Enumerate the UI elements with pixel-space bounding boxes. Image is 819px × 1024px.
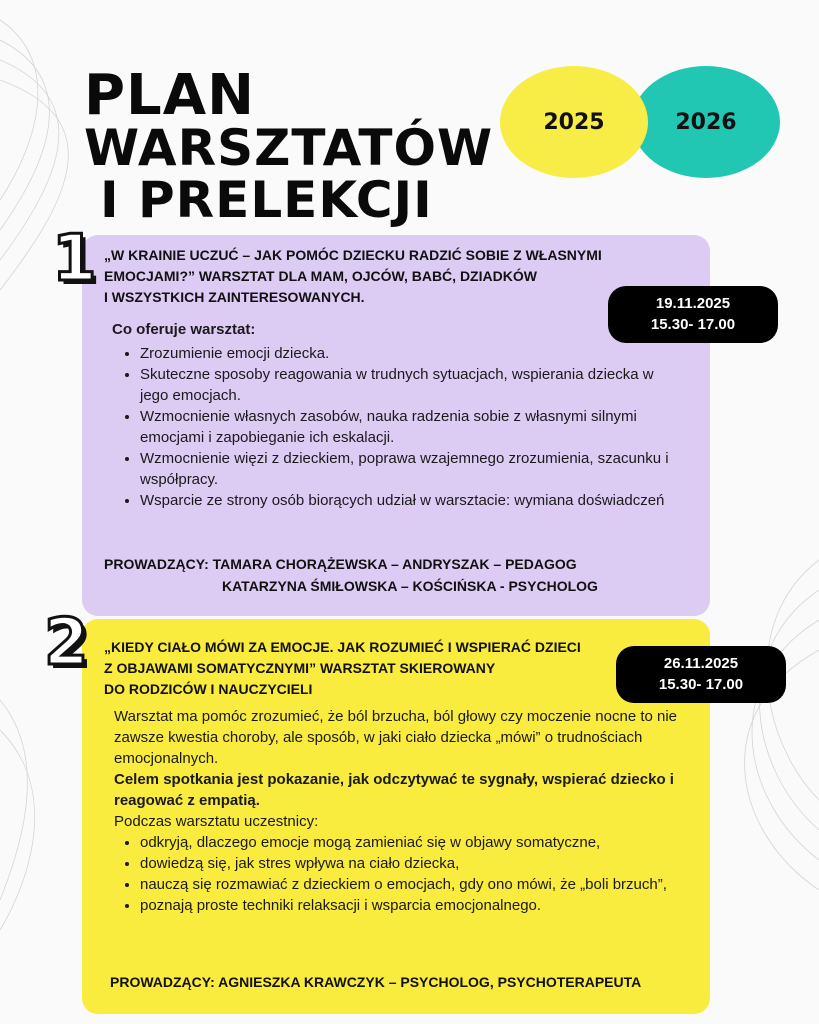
workshop-1-number: 1 bbox=[52, 222, 97, 296]
year-2026-label: 2026 bbox=[675, 109, 737, 135]
workshop-1-leaders-line-1: PROWADZĄCY: TAMARA CHORĄŻEWSKA – ANDRYSZAK – PEDAGOG bbox=[104, 556, 577, 572]
title-line-3: I PRELEKCJI bbox=[100, 171, 433, 229]
year-2025-label: 2025 bbox=[543, 109, 605, 135]
year-badge-2025 bbox=[500, 66, 648, 178]
list-item: • Wzmocnienie więzi z dzieckiem, poprawa wzajemnego zrozumienia, szacunku i współpracy. bbox=[140, 448, 674, 490]
workshop-1-benefits-list bbox=[104, 343, 674, 511]
workshop-2-date-badge bbox=[616, 646, 786, 703]
page-title bbox=[84, 63, 494, 229]
workshop-1-date: 19.11.2025 bbox=[655, 295, 731, 312]
workshop-1-time: 15.30- 17.00 bbox=[650, 316, 736, 333]
workshop-2-leaders: PROWADZĄCY: AGNIESZKA KRAWCZYK – PSYCHOLOG, PSYCHOTERAPEUTA bbox=[110, 974, 642, 990]
list-item: • Wsparcie ze strony osób biorących udział w warsztacie: wymiana doświadczeń bbox=[140, 490, 674, 511]
workshop-2-title-line: Z OBJAWAMI SOMATYCZNYMI” WARSZTAT SKIEROWANY bbox=[104, 660, 496, 676]
workshop-2-time: 15.30- 17.00 bbox=[658, 676, 744, 693]
workshop-1-body bbox=[104, 319, 674, 511]
workshop-2-number: 2 bbox=[44, 606, 89, 680]
workshop-2-outcomes-list bbox=[114, 832, 694, 916]
list-item: • Skuteczne sposoby reagowania w trudnych sytuacjach, wspierania dziecka w jego emocjach. bbox=[140, 364, 674, 406]
workshop-2-during: Podczas warsztatu uczestnicy: bbox=[114, 813, 319, 830]
list-item: • Wzmocnienie własnych zasobów, nauka radzenia sobie z własnymi silnymi emocjami i zapobieganie ich eskalacji. bbox=[140, 406, 674, 448]
workshop-2-intro: Warsztat ma pomóc zrozumieć, że ból brzucha, ból głowy czy moczenie nocne to nie zawsze kwestia choroby, ale sposób, w jaki ciało dziecka „mówi” o trudnościach emocjonalnych. bbox=[114, 708, 678, 767]
workshop-2-date: 26.11.2025 bbox=[663, 655, 739, 672]
workshop-1-title bbox=[104, 245, 624, 308]
workshop-1-title-line: EMOCJAMI?” WARSZTAT DLA MAM, OJCÓW, BABĆ, DZIADKÓW bbox=[104, 268, 537, 284]
workshop-1-title-line: „W KRAINIE UCZUĆ – JAK POMÓC DZIECKU RADZIĆ SOBIE Z WŁASNYMI bbox=[104, 247, 602, 263]
workshop-2-title-line: DO RODZICÓW I NAUCZYCIELI bbox=[104, 681, 313, 697]
list-item: • odkryją, dlaczego emocje mogą zamieniać się w objawy somatyczne, bbox=[140, 832, 694, 853]
workshop-2-title-line: „KIEDY CIAŁO MÓWI ZA EMOCJE. JAK ROZUMIEĆ I WSPIERAĆ DZIECI bbox=[104, 639, 581, 655]
workshop-1-offer-heading: Co oferuje warsztat: bbox=[112, 321, 256, 338]
list-item: • dowiedzą się, jak stres wpływa na ciało dziecka, bbox=[140, 853, 694, 874]
workshop-2-title bbox=[104, 637, 604, 700]
title-line-1: PLAN bbox=[84, 63, 255, 128]
list-item: • poznają proste techniki relaksacji i wsparcia emocjonalnego. bbox=[140, 895, 694, 916]
list-item: • Zrozumienie emocji dziecka. bbox=[140, 343, 674, 364]
workshop-1-title-line: I WSZYSTKICH ZAINTERESOWANYCH. bbox=[104, 289, 365, 305]
year-badge-2026 bbox=[632, 66, 780, 178]
list-item: • nauczą się rozmawiać z dzieckiem o emocjach, gdy ono mówi, że „boli brzuch”, bbox=[140, 874, 694, 895]
title-line-2: WARSZTATÓW bbox=[84, 119, 494, 177]
workshop-2-goal: Celem spotkania jest pokazanie, jak odczytywać te sygnały, wspierać dziecko i reagować z empatią. bbox=[114, 771, 674, 809]
workshop-2-body bbox=[114, 706, 694, 916]
workshop-1-leaders-line-2: KATARZYNA ŚMIŁOWSKA – KOŚCIŃSKA - PSYCHOLOG bbox=[222, 578, 598, 594]
